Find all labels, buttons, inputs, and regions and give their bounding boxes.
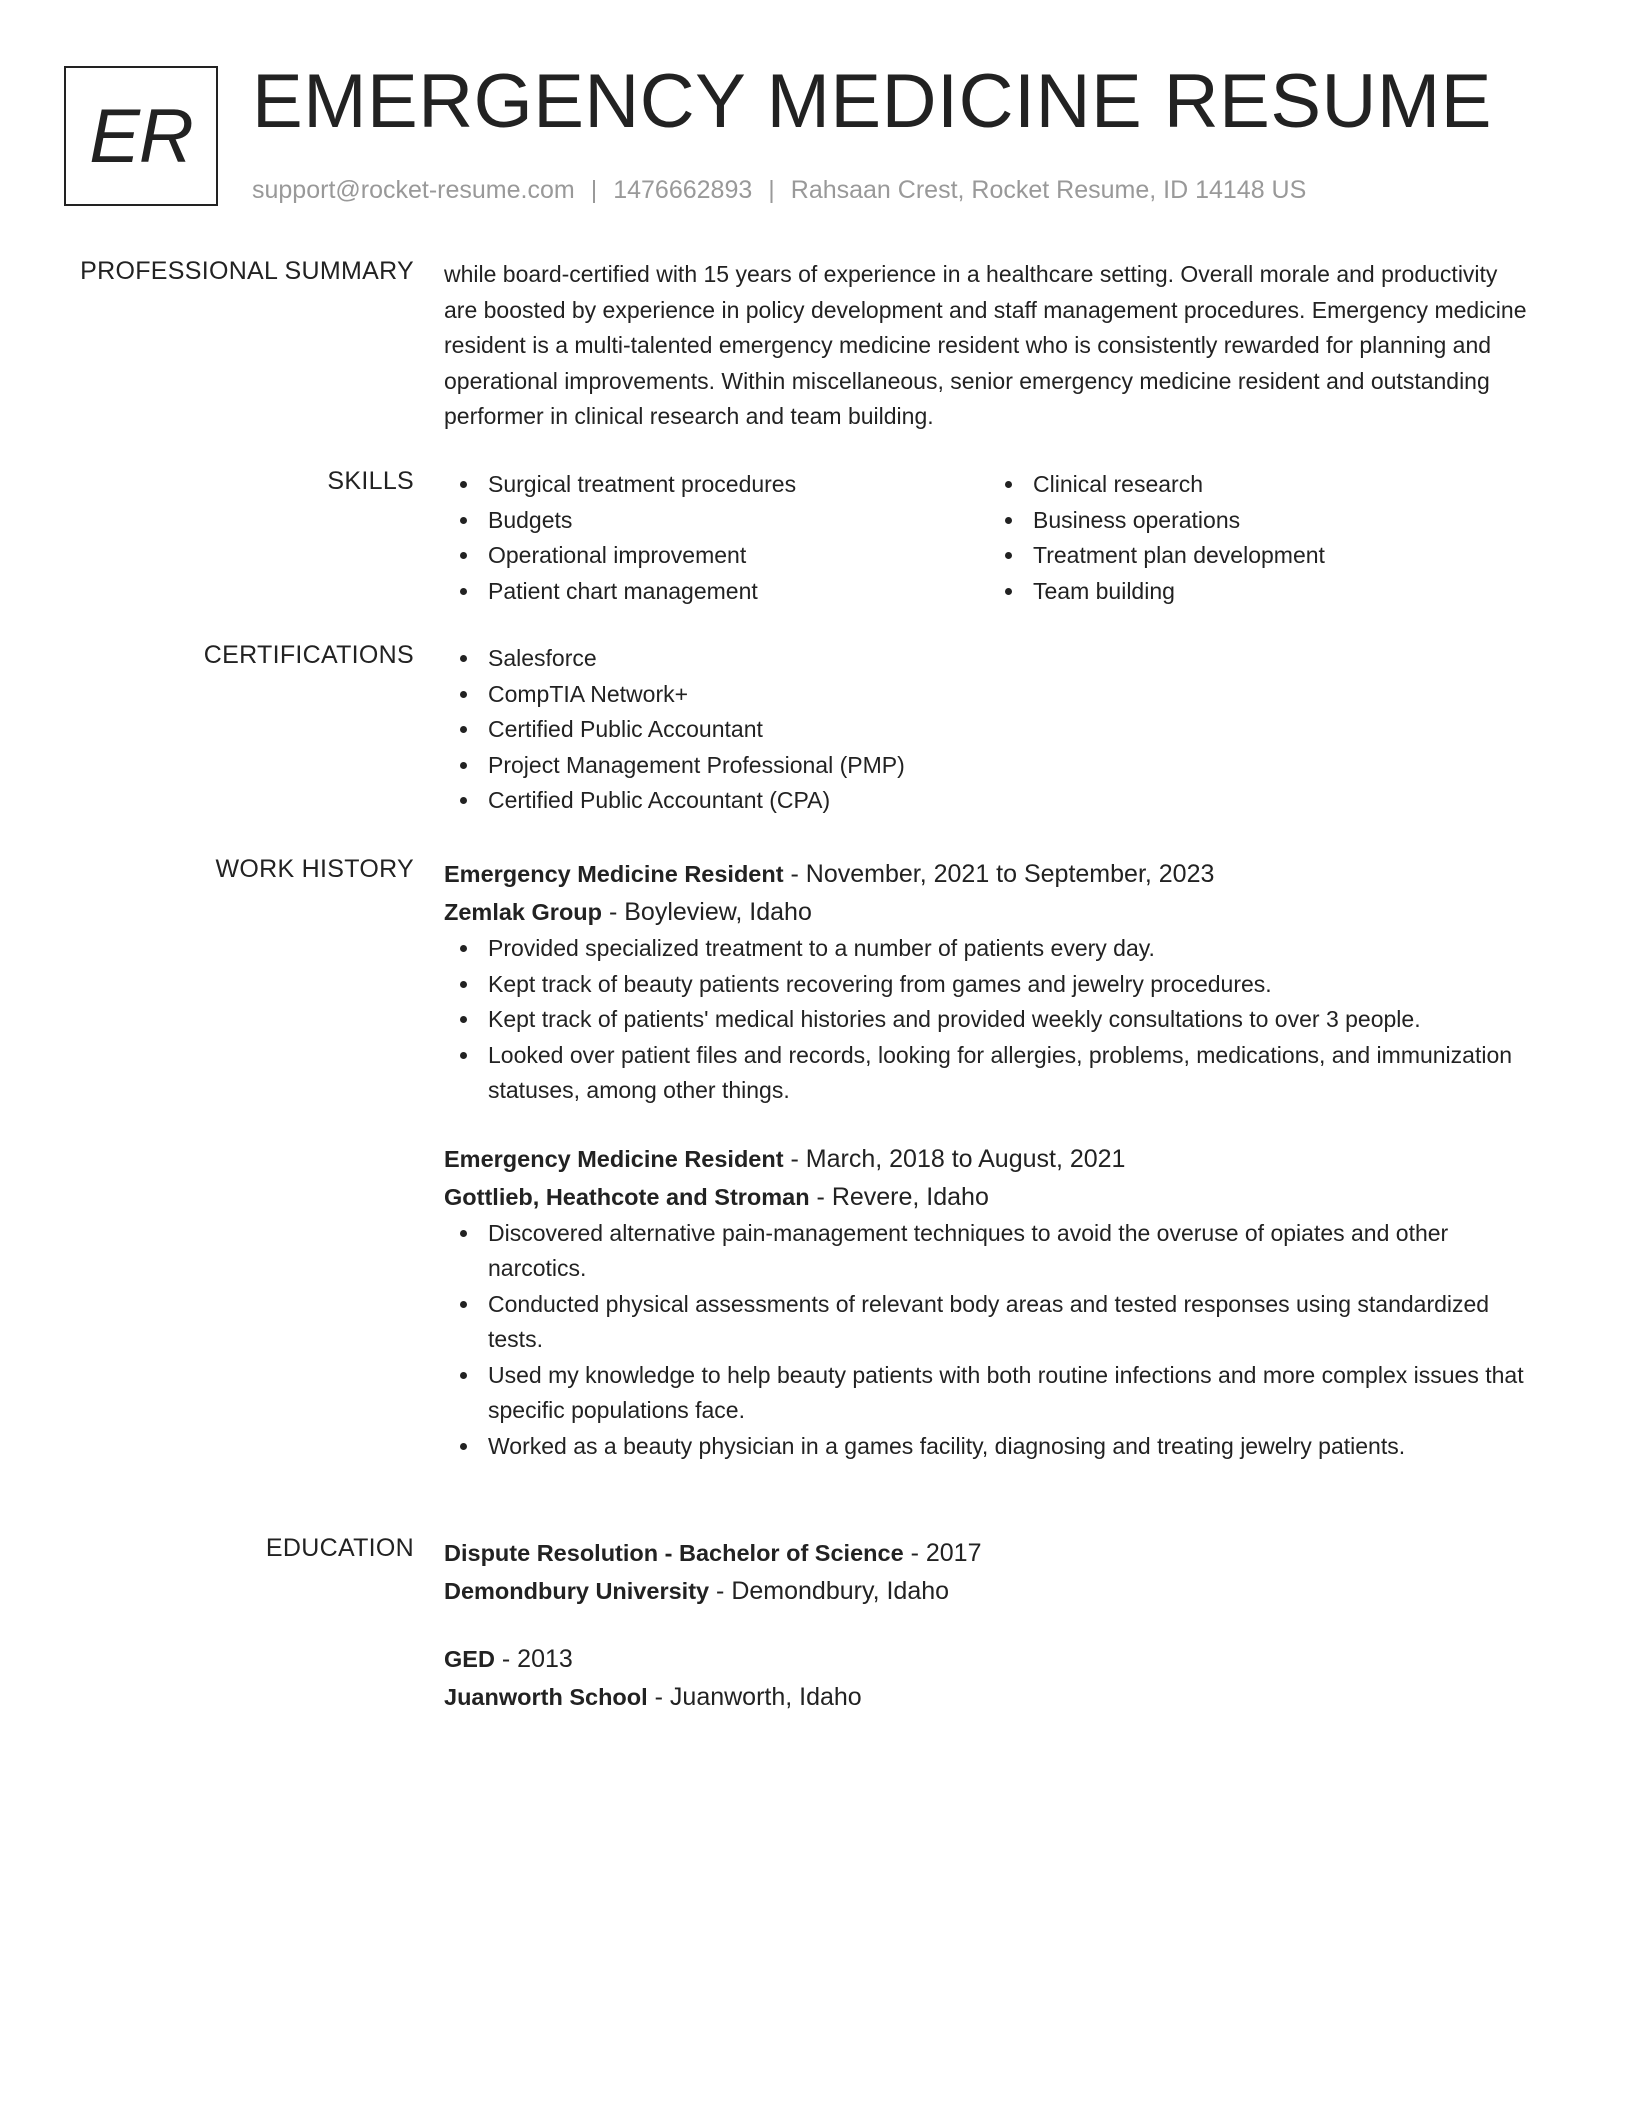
job-title: Emergency Medicine Resident bbox=[444, 861, 784, 887]
job-bullet: Provided specialized treatment to a number of patients every day. bbox=[444, 931, 1534, 967]
school-name: Demondbury University bbox=[444, 1578, 710, 1604]
education-entry bbox=[444, 1534, 1534, 1610]
degree-line bbox=[444, 1534, 1534, 1572]
school-line bbox=[444, 1572, 1534, 1610]
job-title-line bbox=[444, 1140, 1534, 1178]
section-label: WORK HISTORY bbox=[215, 855, 414, 883]
degree-name: GED bbox=[444, 1646, 495, 1672]
certification-item: CompTIA Network+ bbox=[444, 677, 1534, 713]
resume-title: EMERGENCY MEDICINE RESUME bbox=[252, 59, 1492, 144]
skills-list-left bbox=[444, 467, 989, 609]
contact-line bbox=[252, 176, 1306, 205]
job-bullet: Kept track of patients' medical histories and provided weekly consultations to over 3 people. bbox=[444, 1002, 1534, 1038]
job-bullets bbox=[444, 1216, 1534, 1465]
certification-item: Certified Public Accountant (CPA) bbox=[444, 783, 1534, 819]
degree-line bbox=[444, 1640, 1534, 1678]
job-dates: - March, 2018 to August, 2021 bbox=[790, 1144, 1126, 1173]
job-company: Zemlak Group bbox=[444, 899, 603, 925]
contact-address: Rahsaan Crest, Rocket Resume, ID 14148 US bbox=[790, 176, 1307, 204]
job-location: - Boyleview, Idaho bbox=[608, 898, 812, 926]
section-label: SKILLS bbox=[327, 467, 414, 495]
degree-name: Dispute Resolution - Bachelor of Science bbox=[444, 1540, 904, 1566]
contact-separator: | bbox=[768, 176, 775, 204]
job-location: - Revere, Idaho bbox=[816, 1182, 989, 1211]
job-bullets bbox=[444, 931, 1534, 1109]
job-entry bbox=[444, 855, 1534, 1109]
resume-header bbox=[64, 59, 1574, 210]
certifications-list bbox=[444, 641, 1534, 819]
school-line bbox=[444, 1678, 1534, 1716]
section-label: EDUCATION bbox=[265, 1534, 414, 1562]
skills-list-right bbox=[989, 467, 1534, 609]
degree-year: - 2013 bbox=[501, 1645, 573, 1673]
job-bullet: Discovered alternative pain-management techniques to avoid the overuse of opiates and other narcotics. bbox=[444, 1216, 1534, 1287]
skill-item: Clinical research bbox=[989, 467, 1534, 503]
job-bullet: Worked as a beauty physician in a games facility, diagnosing and treating jewelry patients. bbox=[444, 1429, 1534, 1465]
degree-year: - 2017 bbox=[910, 1539, 982, 1567]
skill-item: Budgets bbox=[444, 503, 989, 539]
job-bullet: Kept track of beauty patients recovering from games and jewelry procedures. bbox=[444, 967, 1534, 1003]
summary-text: while board-certified with 15 years of experience in a healthcare setting. Overall morale and productivity are boosted by experience in policy development and staff management procedures. Emergency medicine resident is a multi-talented emergency medicine resident who is consistently rewarded for planning and operational improvements. Within miscellaneous, senior emergency medicine resident and outstanding performer in clinical research and team building. bbox=[444, 261, 1527, 429]
section-body bbox=[444, 257, 1534, 435]
contact-separator: | bbox=[590, 176, 598, 204]
section-label: CERTIFICATIONS bbox=[203, 641, 414, 669]
monogram-box bbox=[64, 66, 218, 206]
contact-phone[interactable]: 1476662893 bbox=[613, 176, 753, 204]
certification-item: Project Management Professional (PMP) bbox=[444, 748, 1534, 784]
skills-columns bbox=[444, 467, 1534, 609]
monogram-initials: ER bbox=[89, 93, 193, 179]
school-location: - Demondbury, Idaho bbox=[716, 1577, 950, 1605]
job-bullet: Used my knowledge to help beauty patients with both routine infections and more complex issues that specific populations face. bbox=[444, 1358, 1534, 1429]
job-company: Gottlieb, Heathcote and Stroman bbox=[444, 1183, 810, 1210]
job-title-line bbox=[444, 855, 1534, 893]
skill-item: Treatment plan development bbox=[989, 538, 1534, 574]
skill-item: Business operations bbox=[989, 503, 1534, 539]
section-body bbox=[444, 641, 1534, 819]
skill-item: Operational improvement bbox=[444, 538, 989, 574]
skill-item: Patient chart management bbox=[444, 574, 989, 610]
section-label: PROFESSIONAL SUMMARY bbox=[80, 257, 414, 285]
education-entry bbox=[444, 1640, 1534, 1716]
contact-email[interactable]: support@rocket-resume.com bbox=[252, 176, 575, 204]
job-title: Emergency Medicine Resident bbox=[444, 1145, 784, 1172]
job-dates: - November, 2021 to September, 2023 bbox=[790, 860, 1215, 888]
school-location: - Juanworth, Idaho bbox=[654, 1683, 862, 1711]
skill-item: Team building bbox=[989, 574, 1534, 610]
section-body bbox=[444, 1534, 1534, 1716]
certification-item: Salesforce bbox=[444, 641, 1534, 677]
job-company-line bbox=[444, 1178, 1534, 1216]
job-bullet: Conducted physical assessments of relevant body areas and tested responses using standardized tests. bbox=[444, 1287, 1534, 1358]
job-company-line bbox=[444, 893, 1534, 931]
job-bullet: Looked over patient files and records, looking for allergies, problems, medications, and immunization statuses, among other things. bbox=[444, 1038, 1534, 1109]
job-entry bbox=[444, 1140, 1534, 1465]
certification-item: Certified Public Accountant bbox=[444, 712, 1534, 748]
section-body bbox=[444, 855, 1534, 1464]
school-name: Juanworth School bbox=[444, 1684, 648, 1710]
skill-item: Surgical treatment procedures bbox=[444, 467, 989, 503]
